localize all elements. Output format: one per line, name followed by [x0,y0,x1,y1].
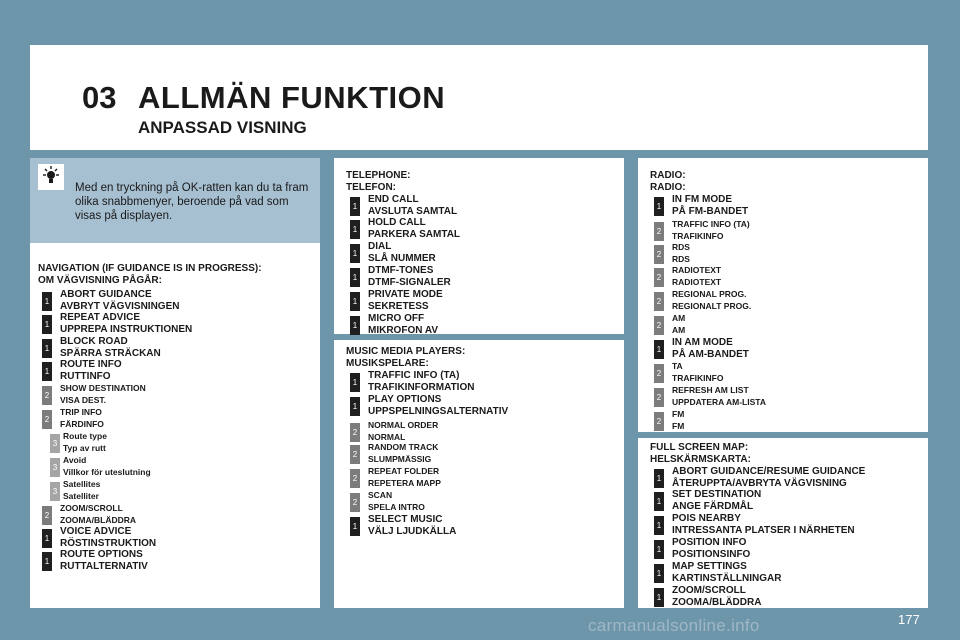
menu-item-translation: Satelliter [63,490,99,501]
radio-heading-line: RADIO: [650,181,686,193]
menu-item-translation: RÖSTINSTRUKTION [60,537,157,549]
telephone-heading [346,170,410,193]
menu-item-translation: MIKROFON AV [368,324,438,336]
menu-level-badge: 2 [350,445,360,464]
menu-level-badge: 1 [350,220,360,239]
menu-item-translation: RUTTINFO [60,370,111,382]
navigation-menu-item [63,455,151,478]
menu-item-label: REPEAT ADVICE [60,312,141,323]
menu-item-translation: KARTINSTÄLLNINGAR [672,572,782,584]
menu-item-translation: SLÅ NUMMER [368,252,436,264]
menu-item-label: MICRO OFF [368,313,425,324]
navigation-menu-item [63,479,100,502]
radio-menu-item [672,265,721,288]
menu-item-label: DTMF-TONES [368,265,434,276]
menu-item-translation: SPÄRRA STRÄCKAN [60,347,161,359]
watermark: carmanualsonline.info [588,616,760,635]
music-heading [346,346,465,369]
menu-item-label: Satellites [63,479,101,489]
menu-item-label: SET DESTINATION [672,489,762,500]
telephone-menu-item [368,313,438,336]
radio-menu-item [672,385,766,408]
menu-item-translation: TRAFIKINFORMATION [368,381,475,393]
menu-item-label: Avoid [63,455,87,465]
menu-item-label: POSITION INFO [672,537,747,548]
menu-level-badge: 1 [654,564,664,583]
menu-item-translation: RADIOTEXT [672,276,722,287]
menu-item-translation: VÄLJ LJUDKÄLLA [368,525,457,537]
menu-item-translation: INTRESSANTA PLATSER I NÄRHETEN [672,524,855,536]
radio-menu-item [672,289,751,312]
menu-level-badge: 1 [654,516,664,535]
telephone-menu-item [368,289,443,312]
menu-item-label: TA [672,361,683,371]
menu-level-badge: 1 [42,362,52,381]
menu-level-badge: 1 [42,339,52,358]
menu-level-badge: 2 [654,222,664,241]
menu-item-translation: AM [672,324,686,335]
music-menu-item [368,490,425,513]
navigation-menu-item [60,549,148,572]
menu-item-label: REGIONAL PROG. [672,289,747,299]
menu-level-badge: 2 [42,506,52,525]
menu-item-translation: FM [672,420,685,431]
menu-level-badge: 3 [50,434,60,453]
menu-item-label: BLOCK ROAD [60,336,128,347]
navigation-heading-line: OM VÄGVISNING PÅGÅR: [38,274,162,286]
menu-level-badge: 1 [42,315,52,334]
menu-level-badge: 1 [350,316,360,335]
radio-menu-item [672,361,723,384]
menu-item-label: ABORT GUIDANCE/RESUME GUIDANCE [672,466,866,477]
fullmap-menu-item [672,537,750,560]
music-menu-item [368,442,438,465]
fullmap-heading [650,442,751,465]
menu-item-label: PRIVATE MODE [368,289,443,300]
menu-level-badge: 3 [50,482,60,501]
menu-item-translation: RUTTALTERNATIV [60,560,148,572]
menu-level-badge: 1 [350,244,360,263]
menu-level-badge: 1 [350,517,360,536]
menu-level-badge: 2 [654,364,664,383]
menu-item-label: FM [672,409,685,419]
menu-item-translation: ZOOMA/BLÄDDRA [672,596,762,608]
menu-level-badge: 1 [350,373,360,392]
fullmap-heading-line: HELSKÄRMSKARTA: [650,453,751,465]
menu-level-badge: 2 [654,316,664,335]
music-menu-item [368,394,508,417]
radio-menu-item [672,313,685,336]
menu-item-label: REFRESH AM LIST [672,385,749,395]
fullmap-heading-line: FULL SCREEN MAP: [650,442,749,453]
menu-level-badge: 1 [42,552,52,571]
menu-item-label: IN FM MODE [672,194,732,205]
navigation-menu-item [60,312,192,335]
menu-item-label: ROUTE INFO [60,359,122,370]
navigation-menu-item [60,336,161,359]
fullmap-menu-item [672,466,865,489]
right-divider [638,432,928,438]
menu-item-translation: REGIONALT PROG. [672,300,752,311]
menu-item-translation: ZOOMA/BLÄDDRA [60,514,137,525]
menu-level-badge: 1 [654,197,664,216]
menu-item-translation: TRAFIKINFO [672,372,724,383]
menu-level-badge: 1 [42,292,52,311]
menu-item-translation: UPPREPA INSTRUKTIONEN [60,323,193,335]
menu-item-translation: PÅ AM-BANDET [672,348,749,360]
menu-item-label: TRAFFIC INFO (TA) [368,370,460,381]
menu-level-badge: 1 [654,492,664,511]
info-text: Med en tryckning på OK-ratten kan du ta fram olika snabbmenyer, beroende på vad som visas på displayen. [75,182,309,222]
radio-heading [650,170,686,193]
fullmap-menu-item [672,489,761,512]
navigation-menu-item [63,431,107,454]
menu-item-label: AM [672,313,686,323]
menu-item-label: NORMAL ORDER [368,420,439,430]
radio-menu-item [672,337,749,360]
telephone-menu-item [368,194,457,217]
chapter-number: 03 [82,80,117,115]
menu-item-label: END CALL [368,194,419,205]
menu-level-badge: 1 [654,340,664,359]
menu-item-label: ABORT GUIDANCE [60,289,152,300]
radio-heading-line: RADIO: [650,170,686,181]
menu-item-translation: DTMF-SIGNALER [368,276,451,288]
menu-item-translation: FÄRDINFO [60,418,104,429]
menu-item-translation: Typ av rutt [63,442,106,453]
menu-item-label: ZOOM/SCROLL [60,503,123,513]
menu-level-badge: 1 [350,292,360,311]
menu-item-translation: POSITIONSINFO [672,548,751,560]
menu-item-label: REPEAT FOLDER [368,466,440,476]
menu-item-translation: ÅTERUPPTA/AVBRYTA VÄGVISNING [672,477,847,489]
menu-level-badge: 2 [350,493,360,512]
menu-level-badge: 2 [654,412,664,431]
menu-item-label: RADIOTEXT [672,265,722,275]
menu-item-translation: PARKERA SAMTAL [368,228,461,240]
menu-item-label: DIAL [368,241,392,252]
radio-menu-item [672,409,684,432]
menu-item-translation: SPELA INTRO [368,501,425,512]
menu-item-label: ZOOM/SCROLL [672,585,746,596]
chapter-title: ALLMÄN FUNKTION [138,80,446,115]
menu-item-label: MAP SETTINGS [672,561,747,572]
menu-level-badge: 2 [42,410,52,429]
menu-item-translation: TRAFIKINFO [672,230,724,241]
navigation-menu-item [60,407,104,430]
menu-item-label: TRAFFIC INFO (TA) [672,219,750,229]
telephone-menu-item [368,241,436,264]
fullmap-menu-item [672,585,761,608]
menu-level-badge: 2 [654,245,664,264]
fullmap-menu-item [672,513,855,536]
menu-level-badge: 1 [350,197,360,216]
menu-item-label: RDS [672,242,690,252]
menu-item-label: PLAY OPTIONS [368,394,442,405]
menu-item-label: IN AM MODE [672,337,733,348]
menu-level-badge: 2 [350,423,360,442]
menu-item-label: SELECT MUSIC [368,514,443,525]
telephone-heading-line: TELEPHONE: [346,170,411,181]
menu-item-label: RANDOM TRACK [368,442,439,452]
light-bulb-icon [38,164,64,190]
menu-item-label: Route type [63,431,107,441]
menu-item-translation: UPPDATERA AM-LISTA [672,396,766,407]
telephone-menu-item [368,217,460,240]
menu-item-translation: RDS [672,253,690,264]
music-menu-item [368,420,438,443]
menu-item-label: HOLD CALL [368,217,426,228]
radio-menu-item [672,194,748,217]
menu-item-translation: Villkor för uteslutning [63,466,151,477]
music-menu-item [368,370,474,393]
menu-item-translation: ANGE FÄRDMÅL [672,500,754,512]
menu-item-translation: PÅ FM-BANDET [672,205,749,217]
menu-level-badge: 1 [350,397,360,416]
menu-item-translation: AVBRYT VÄGVISNINGEN [60,300,180,312]
menu-item-translation: SEKRETESS [368,300,429,312]
menu-item-label: SHOW DESTINATION [60,383,146,393]
telephone-menu-item [368,265,451,288]
menu-item-translation: REPETERA MAPP [368,477,441,488]
menu-item-translation: VISA DEST. [60,394,106,405]
radio-menu-item [672,219,750,242]
menu-item-translation: UPPSPELNINGSALTERNATIV [368,405,509,417]
menu-level-badge: 1 [654,540,664,559]
navigation-heading-line: NAVIGATION (IF GUIDANCE IS IN PROGRESS): [38,263,262,274]
menu-item-label: POIS NEARBY [672,513,741,524]
navigation-menu-item [60,383,146,406]
menu-level-badge: 2 [42,386,52,405]
menu-item-translation: NORMAL [368,431,406,442]
music-heading-line: MUSIC MEDIA PLAYERS: [346,346,466,357]
fullmap-menu-item [672,561,781,584]
navigation-menu-item [60,503,136,526]
menu-level-badge: 2 [654,292,664,311]
music-menu-item [368,466,441,489]
menu-level-badge: 2 [350,469,360,488]
menu-level-badge: 1 [42,529,52,548]
menu-item-translation: AVSLUTA SAMTAL [368,205,458,217]
page-number: 177 [898,612,920,627]
music-menu-item [368,514,456,537]
menu-level-badge: 2 [654,388,664,407]
menu-level-badge: 1 [350,268,360,287]
menu-item-label: VOICE ADVICE [60,526,132,537]
music-heading-line: MUSIKSPELARE: [346,357,429,369]
menu-item-translation: SLUMPMÄSSIG [368,453,432,464]
menu-item-label: TRIP INFO [60,407,102,417]
telephone-heading-line: TELEFON: [346,181,396,193]
menu-level-badge: 3 [50,458,60,477]
menu-item-label: ROUTE OPTIONS [60,549,143,560]
menu-level-badge: 1 [654,588,664,607]
section-subtitle: ANPASSAD VISNING [138,118,307,137]
menu-item-label: SCAN [368,490,393,500]
navigation-menu-item [60,526,156,549]
navigation-heading [38,263,262,286]
navigation-menu-item [60,289,179,312]
menu-level-badge: 2 [654,268,664,287]
menu-level-badge: 1 [654,469,664,488]
radio-menu-item [672,242,690,265]
navigation-menu-item [60,359,122,382]
